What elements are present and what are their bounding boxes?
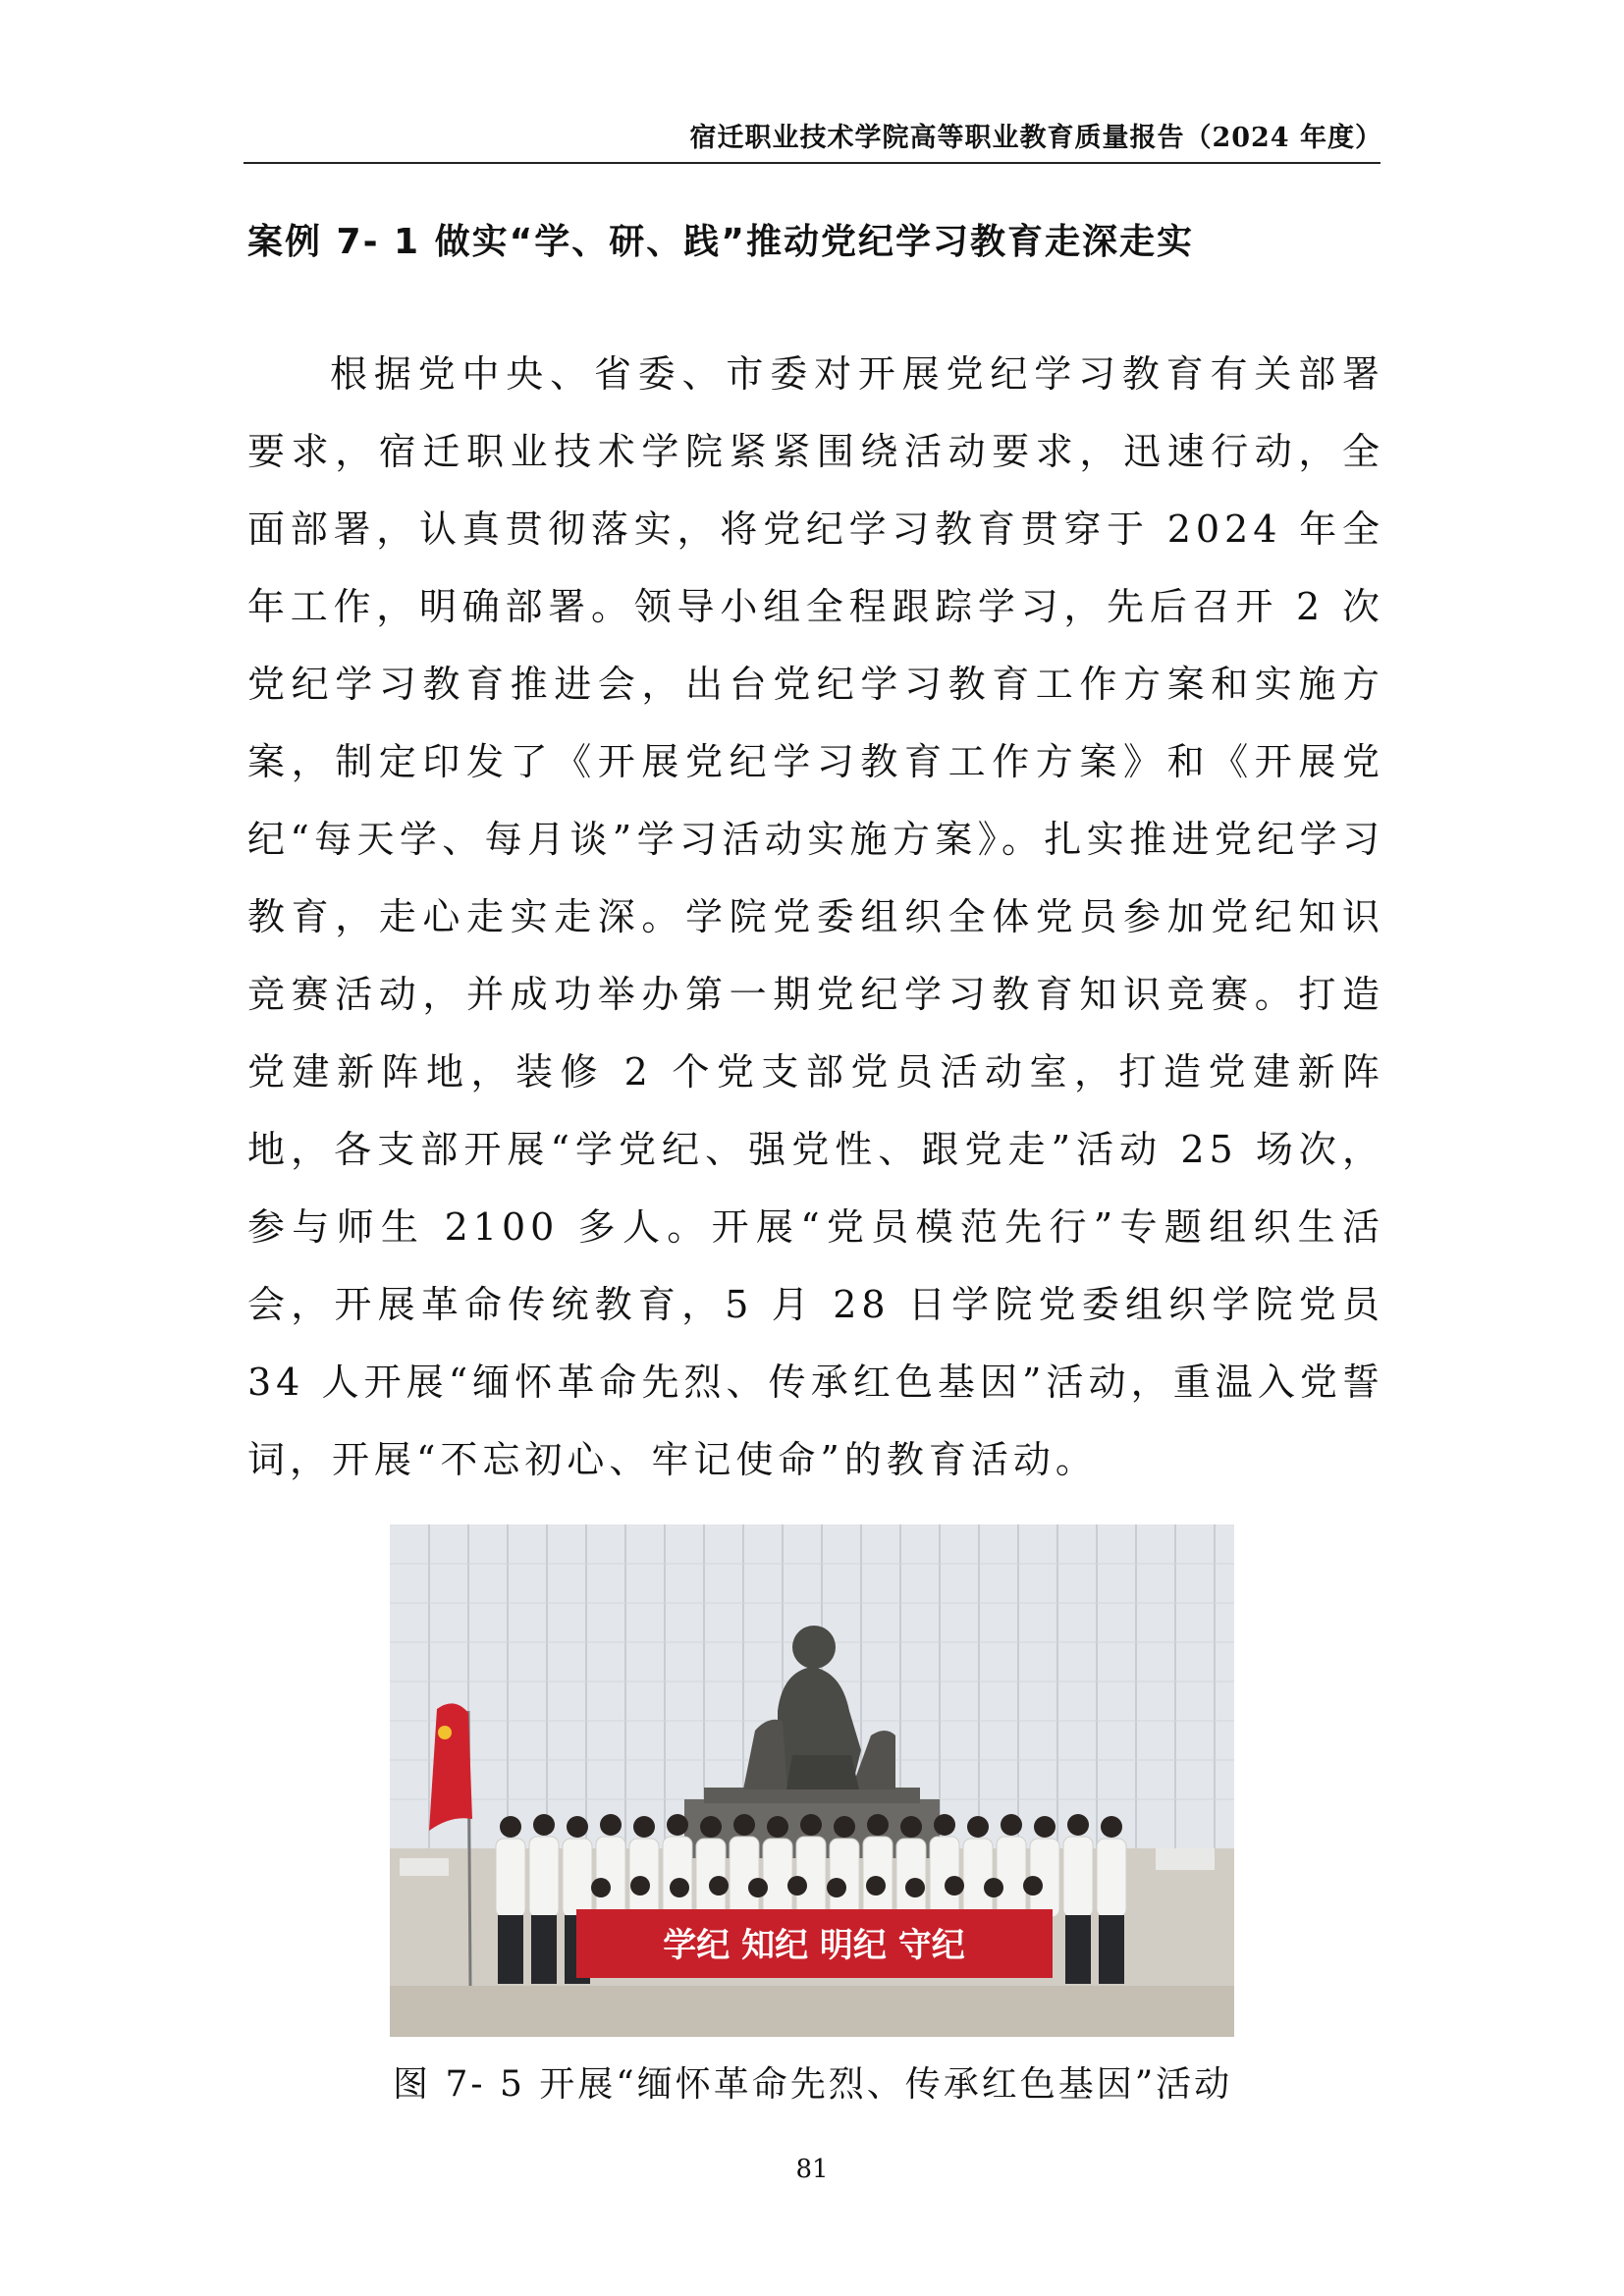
header-divider [244, 162, 1380, 164]
banner-text: 学纪 知纪 明纪 守纪 [663, 1926, 965, 1965]
case-title: 案例 7- 1 做实“学、研、践”推动党纪学习教育走深走实 [247, 222, 1194, 262]
page-number: 81 [795, 2155, 829, 2184]
activity-photo [390, 1524, 1234, 2037]
figure-caption: 图 7- 5 开展“缅怀革命先烈、传承红色基因”活动 [393, 2064, 1233, 2105]
case-paragraph: 根据党中央、省委、市委对开展党纪学习教育有关部署要求，宿迁职业技术学院紧紧围绕活动要求，迅速行动，全面部署，认真贯彻落实，将党纪学习教育贯穿于 2024 年全年工作，明确部署。领导小组全程跟踪学习，先后召开 2 次党纪学习教育推进会，出台党纪学习教育工作方案和实施方案，制定印发了《开展党纪学习教育工作方案》和《开展党纪“每天学、每月谈”学习活动实施方案》。扎实推进党纪学习教育，走心走实走深。学院党委组织全体党员参加党纪知识竞赛活动，并成功举办第一期党纪学习教育知识竞赛。打造党建新阵地，装修 2 个党支部党员活动室，打造党建新阵地，各支部开展“学党纪、强党性、跟党走”活动 25 场次，参与师生 2100 多人。开展“党员模范先行”专题组织生活会，开展革命传统教育，5 月 28 日学院党委组织学院党员 34 人开展“缅怀革命先烈、传承红色基因”活动，重温入党誓词，开展“不忘初心、牢记使命”的教育活动。 [247, 352, 1384, 1481]
report-header: 宿迁职业技术学院高等职业教育质量报告（2024 年度） [689, 123, 1382, 153]
